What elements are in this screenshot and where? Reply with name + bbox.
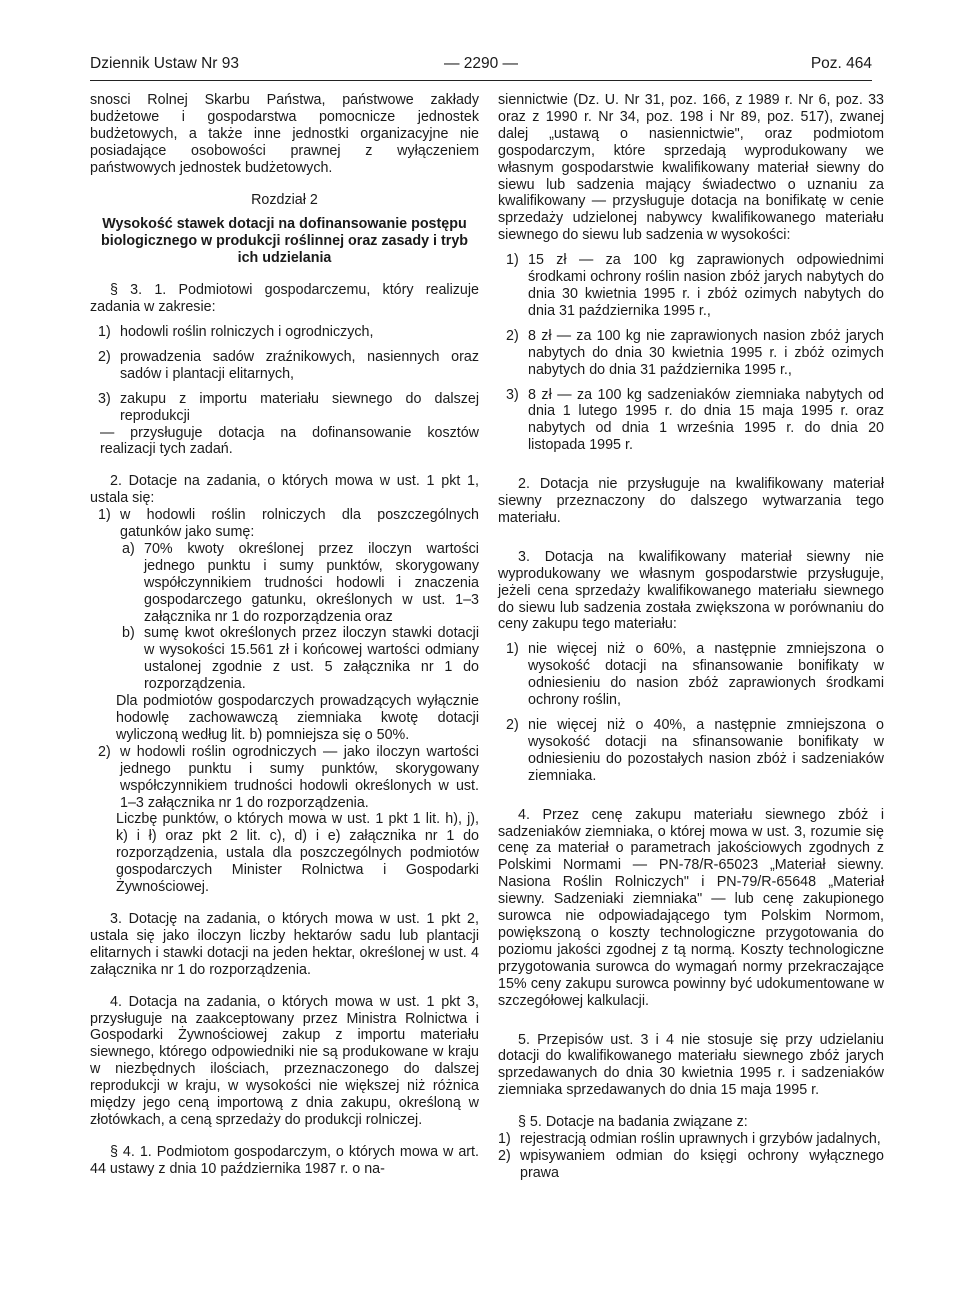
list-item — [90, 349, 479, 383]
chapter-title: Wysokość stawek dotacji na dofinansowanie postępu biologicznego w produkcji roślinnej oraz zasady i tryb ich udzielania — [100, 216, 468, 267]
list-text: hodowli roślin rolniczych i ogrodniczych, — [120, 323, 374, 340]
list-item — [498, 387, 884, 455]
list-number: 1) — [498, 1131, 511, 1148]
left-column — [90, 92, 479, 1178]
list-text: w hodowli roślin ogrodniczych — jako iloczyn wartości jednego punktu i sumy punktów, skorygowany współczynnikiem trudności hodowli określonych w ust. 1–3 załącznika nr 1 do rozporządzenia. — [120, 743, 479, 811]
list-letter: a) — [122, 540, 135, 557]
journal-title: Dziennik Ustaw Nr 93 — [90, 55, 240, 72]
list-item — [90, 391, 479, 425]
list-letter: b) — [122, 625, 135, 642]
list-text: nie więcej niż o 40%, a następnie zmniejszona o wysokość dotacji na sfinansowanie bonifikaty w odniesieniu do pozostałych nasion zbóż i sadzeniaków ziemniaka. — [528, 717, 884, 784]
section-3-paragraph-1: § 3. 1. Podmiotowi gospodarczemu, który realizuje zadania w zakresie: — [90, 282, 479, 316]
list-number: 2) — [98, 348, 111, 365]
section-3-paragraph-2: 2. Dotacje na zadania, o których mowa w ust. 1 pkt 1, ustala się: — [90, 473, 479, 507]
list-item — [498, 1148, 884, 1182]
item-1-tail: Dla podmiotów gospodarczych prowadzących wyłącznie hodowlę zachowawczą ziemniaka kwotę dotacji wyliczoną według lit. b) pomniejsza się o 50%. — [116, 693, 479, 743]
list-text: zakupu z importu materiału siewnego do dalszej reprodukcji — [120, 390, 479, 424]
section-3-paragraph-2-tail: Liczbę punktów, o których mowa w ust. 1 pkt 1 lit. h), j), k) i ł) oraz pkt 2 lit. c), d) i e) załącznika nr 1 do rozporządzenia, ustala dla poszczególnych podmiotów gospodarczych Minister Rolnictwa i Gospodarki Żywnościowej. — [116, 811, 479, 896]
list-text: w hodowli roślin rolniczych dla poszczególnych gatunków jako sumę: — [120, 507, 479, 541]
list-item — [90, 324, 479, 341]
list-number: 2) — [506, 327, 519, 344]
list-text: 8 zł — za 100 kg sadzeniaków ziemniaka nabytych od dnia 1 lutego 1995 r. do dnia 15 maja 1995 r. oraz nabytych od dnia 1 września 1995 r. do dnia 20 listopada 1995 r. — [528, 386, 884, 454]
header-rule — [90, 80, 872, 81]
section-3-paragraph-4: 4. Dotacja na zadania, o których mowa w ust. 1 pkt 3, przysługuje na zaakceptowany przez Ministra Rolnictwa i Gospodarki Żywnościowej zakup z importu materiału siewnego, którego odpowiedniki nie są produkowane w kraju w niezbędnych ilościach, przeznaczonego do dalszej reprodukcji w kraju, w wysokości nie większej niż różnica między jego ceną importową z dnia zakupu, określoną w złotówkach, a ceną sprzedaży do produkcji rolniczej. — [90, 993, 479, 1128]
list-item — [498, 252, 884, 320]
list-text: 15 zł — za 100 kg zaprawionych odpowiednimi środkami ochrony roślin nasion zbóż jarych nabytych do dnia 30 kwietnia 1995 r. i zbóż ozimych nabytych do dnia 31 października 1995 r., — [528, 252, 884, 319]
section-4-continuation: siennictwie (Dz. U. Nr 31, poz. 166, z 1989 r. Nr 6, poz. 33 oraz z 1990 r. Nr 34, poz. 198 i Nr 89, poz. 517), zwanej dalej „ustawą o nasiennictwie", oraz podmiotom gospodarczym, które sprzedają wyprodukowany we własnym gospodarstwie kwalifikowany materiał siewny do siewu lub sadzenia mający świadectwo o uznaniu za kwalifikowany — przysługuje dotacja na bonifikatę w cenie sprzedaży udzielonej nabywcy kwalifikowanego materiału siewnego do siewu lub sadzenia w wysokości: — [498, 92, 884, 244]
section-3-paragraph-1-tail: — przysługuje dotacja na dofinansowanie kosztów realizacji tych zadań. — [100, 424, 479, 458]
list-number: 2) — [498, 1147, 511, 1164]
list-item — [498, 1131, 884, 1148]
list-item — [90, 507, 479, 541]
section-3-paragraph-3: 3. Dotację na zadania, o których mowa w ust. 1 pkt 2, ustala się jako iloczyn liczby hektarów sadu lub plantacji elitarnych i stawki dotacji na jeden hektar, określonej w ust. 4 załącznika nr 1 do rozporządzenia. — [90, 910, 479, 978]
list-text: 70% kwoty określonej przez iloczyn wartości jednego punktu i sumy punktów, skorygowany współczynnikiem trudności hodowli i znaczenia gospodarczego gatunku, określonych w ust. 1–3 załącznika nr 1 do rozporządzenia oraz — [144, 540, 479, 625]
list-text: prowadzenia sadów zraźnikowych, nasiennych oraz sadów i plantacji elitarnych, — [120, 348, 479, 382]
sub-list-item — [90, 541, 479, 626]
list-number: 1) — [506, 641, 519, 658]
list-number: 3) — [98, 390, 111, 407]
sub-list-item — [90, 625, 479, 693]
intro-paragraph: snosci Rolnej Skarbu Państwa, państwowe zakłady budżetowe i gospodarstwa pomocnicze jednostek budżetowych, a także inne jednostki organizacyjne nie posiadające osobowości prawnej z wyłączeniem państwowych jednostek budżetowych. — [90, 92, 479, 176]
list-text: nie więcej niż o 60%, a następnie zmniejszona o wysokość dotacji na sfinansowanie bonifikaty w odniesieniu do nasion zbóż zaprawionych środkami ochrony roślin, — [528, 641, 884, 709]
list-number: 2) — [98, 743, 111, 760]
position-number: Poz. 464 — [810, 55, 872, 72]
list-number: 2) — [506, 717, 519, 733]
chapter-heading: Rozdział 2 — [251, 191, 318, 208]
section-4-paragraph-3: 3. Dotacja na kwalifikowany materiał siewny nie wyprodukowany we własnym gospodarstwie przysługuje, jeżeli cena sprzedaży kwalifikowanego materiału siewnego do siewu lub sadzenia została zwiększona w porównaniu do ceny zakupu tego materiału: — [498, 548, 884, 633]
list-number: 1) — [506, 252, 519, 269]
page-header — [90, 55, 872, 77]
section-4-paragraph-2: 2. Dotacja nie przysługuje na kwalifikowany materiał siewny przeznaczony do dalszego wytwarzania tego materiału. — [498, 476, 884, 526]
list-item — [498, 641, 884, 709]
list-item — [90, 744, 479, 812]
list-number: 1) — [98, 507, 111, 524]
section-5-heading: § 5. Dotacje na badania związane z: — [518, 1114, 748, 1131]
section-4-paragraph-1: § 4. 1. Podmiotom gospodarczym, o których mowa w art. 44 ustawy z dnia 10 października 1987 r. o na- — [90, 1143, 479, 1177]
list-text: 8 zł — za 100 kg nie zaprawionych nasion zbóż jarych nabytych do dnia 30 kwietnia 1995 r. i zbóż ozimych nabytych do dnia 31 października 1995 r., — [528, 327, 884, 378]
section-4-paragraph-5: 5. Przepisów ust. 3 i 4 nie stosuje się przy udzielaniu dotacji do kwalifikowanego materiału siewnego zbóż jarych sprzedawanych do dnia 30 kwietnia 1995 r. i sadzeniaków ziemniaka sprzedawanych do dnia 15 maja 1995 r. — [498, 1031, 884, 1099]
list-text: rejestracją odmian roślin uprawnych i grzybów jadalnych, — [520, 1131, 881, 1148]
right-column — [498, 92, 884, 1182]
list-number: 3) — [506, 386, 519, 403]
list-number: 1) — [98, 323, 111, 340]
list-text: sumę kwot określonych przez iloczyn stawki dotacji w wysokości 15.561 zł i końcowej wartości odmiany ustalonej zgodnie z ust. 5 załącznika nr 1 do rozporządzenia. — [144, 625, 479, 693]
section-4-paragraph-4: 4. Przez cenę zakupu materiału siewnego zbóż i sadzeniaków ziemniaka, o której mowa w ust. 3, rozumie się cenę za materiał o parametrach jakościowych zgodnych z Polskimi Normami — PN-78/R-65023 „Materiał siewny. Nasiona Roślin Rolniczych" i PN-79/R-65648 „Materiał siewny. Sadzeniaki ziemniaka" — lub cenę zakupionego surowca nie odpowiadającego tym Polskim Normom, powiększoną o koszty technologiczne przygotowania do poziomu jakości zgodnej z tą normą. Koszty technologiczne przygotowania surowca do wymagań normy przekraczające 15% ceny zakupu surowca powinny być udokumentowane w szczegółowej kalkulacji. — [498, 806, 884, 1009]
list-item — [498, 328, 884, 379]
list-text: wpisywaniem odmian do księgi ochrony wyłącznego prawa — [520, 1147, 884, 1181]
list-item — [498, 717, 884, 785]
page-number: — 2290 — — [443, 55, 519, 72]
